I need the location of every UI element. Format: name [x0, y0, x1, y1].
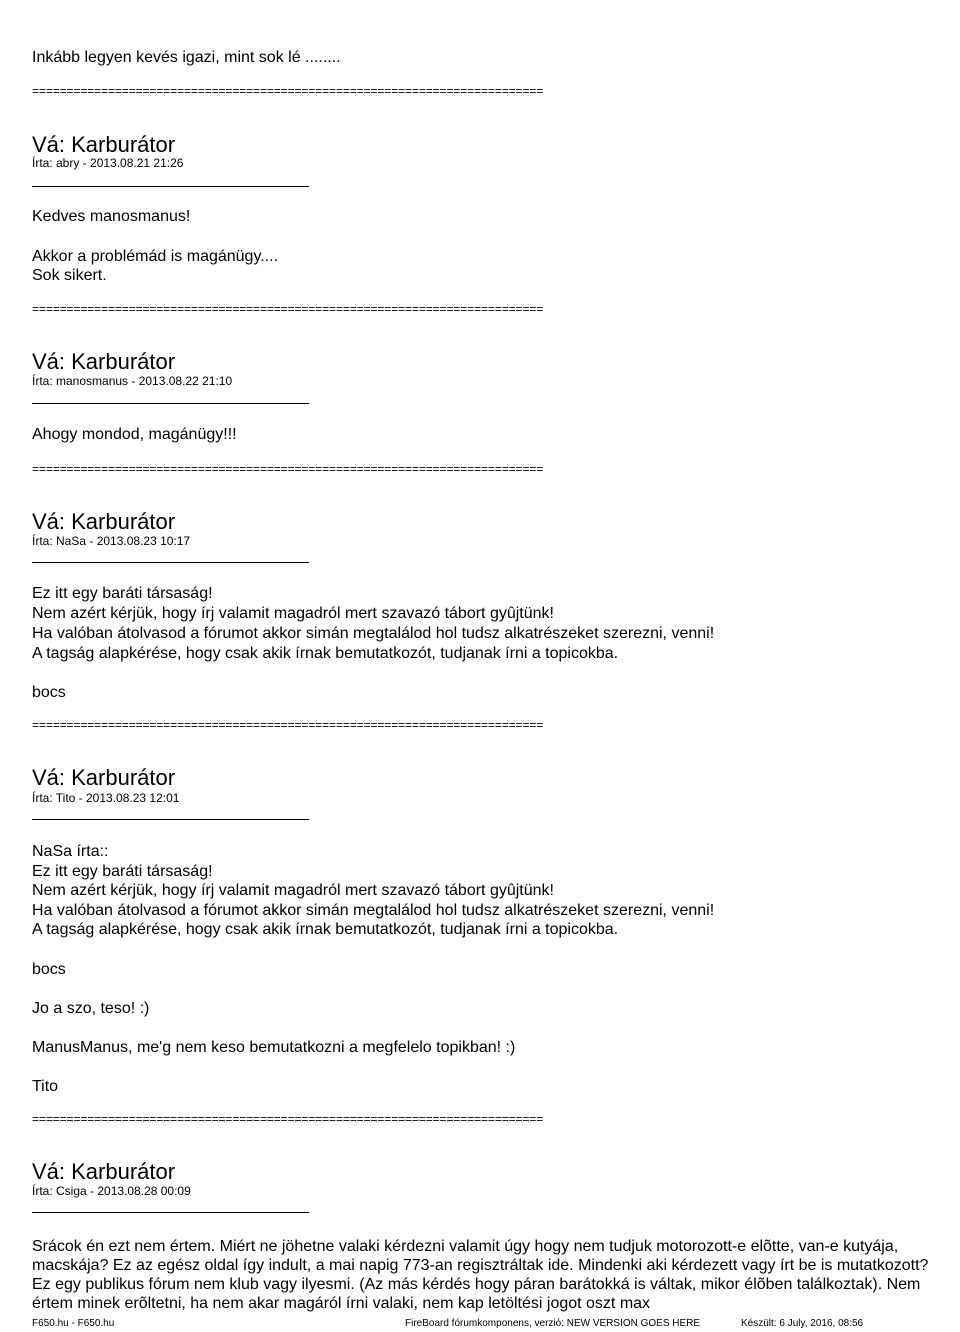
post-meta: Írta: abry - 2013.08.21 21:26	[32, 156, 184, 170]
post-line: Sok sikert.	[32, 267, 107, 284]
post-line: Jo a szo, teso! :)	[32, 1000, 150, 1017]
post-meta: Írta: Tito - 2013.08.23 12:01	[32, 791, 180, 805]
post-title: Vá: Karburátor	[32, 1159, 176, 1184]
post-divider	[32, 819, 309, 820]
post-title: Vá: Karburátor	[32, 509, 176, 534]
separator: ==========================================================================	[32, 302, 544, 316]
footer-right: Készült: 6 July, 2016, 08:56	[741, 1318, 864, 1329]
separator: ==========================================================================	[32, 84, 544, 98]
post-line: Nem azért kérjük, hogy írj valamit magadról mert szavazó tábort gyûjtünk!	[32, 882, 554, 899]
post-line: Kedves manosmanus!	[32, 208, 191, 225]
post-signature: Tito	[32, 1078, 59, 1095]
post-line: Srácok én ezt nem értem. Miért ne jöhetne valaki kérdezni valamit úgy hogy nem tudjuk motorozott-e elõtte, van-e kutyája, macskája? Ez az egész oldal így indult, a mai napig 773-an regisztráltak ide. Mindenki aki kérdezett vagy írt be is mutatkozott? Ez egy publikus fórum nem klub vagy ilyesmi. (Az más kérdés hogy páran barátokká is váltak, mikor élõben találkoztak). Nem értem minek erõltetni, ha nem akar magáról írni valaki, nem kap letöltési jogot oszt max	[32, 1238, 929, 1312]
post-title: Vá: Karburátor	[32, 132, 176, 157]
quote-attribution: NaSa írta::	[32, 843, 109, 860]
post-meta: Írta: NaSa - 2013.08.23 10:17	[32, 534, 191, 548]
post-meta: Írta: Csiga - 2013.08.28 00:09	[32, 1184, 191, 1198]
intro-text: Inkább legyen kevés igazi, mint sok lé ........	[32, 49, 341, 66]
post-line: Akkor a problémád is magánügy....	[32, 248, 279, 265]
post-divider	[32, 403, 309, 404]
footer-center: FireBoard fórumkomponens, verzió: NEW VERSION GOES HERE	[405, 1318, 701, 1329]
post-line: ManusManus, me'g nem keso bemutatkozni a megfelelo topikban! :)	[32, 1039, 516, 1056]
separator: ==========================================================================	[32, 1112, 544, 1126]
post-divider	[32, 562, 309, 563]
footer-left: F650.hu - F650.hu	[32, 1318, 115, 1329]
post-line: A tagság alapkérése, hogy csak akik írnak bemutatkozót, tudjanak írni a topicokba.	[32, 645, 619, 662]
post-line: Nem azért kérjük, hogy írj valamit magadról mert szavazó tábort gyûjtünk!	[32, 605, 554, 622]
post-line: Ez itt egy baráti társaság!	[32, 863, 213, 880]
post-title: Vá: Karburátor	[32, 349, 176, 374]
post-line: bocs	[32, 684, 66, 701]
post-line: Ez itt egy baráti társaság!	[32, 585, 213, 602]
post-meta: Írta: manosmanus - 2013.08.22 21:10	[32, 374, 233, 388]
post-line: Ahogy mondod, magánügy!!!	[32, 426, 237, 443]
post-line: Ha valóban átolvasod a fórumot akkor simán megtalálod hol tudsz alkatrészeket szerezni, venni!	[32, 902, 715, 919]
post-line: A tagság alapkérése, hogy csak akik írnak bemutatkozót, tudjanak írni a topicokba.	[32, 921, 619, 938]
post-title: Vá: Karburátor	[32, 765, 176, 790]
post-divider	[32, 186, 309, 187]
separator: ==========================================================================	[32, 718, 544, 732]
post-line: bocs	[32, 961, 66, 978]
separator: ==========================================================================	[32, 462, 544, 476]
post-line: Ha valóban átolvasod a fórumot akkor simán megtalálod hol tudsz alkatrészeket szerezni, venni!	[32, 625, 715, 642]
post-divider	[32, 1212, 309, 1213]
